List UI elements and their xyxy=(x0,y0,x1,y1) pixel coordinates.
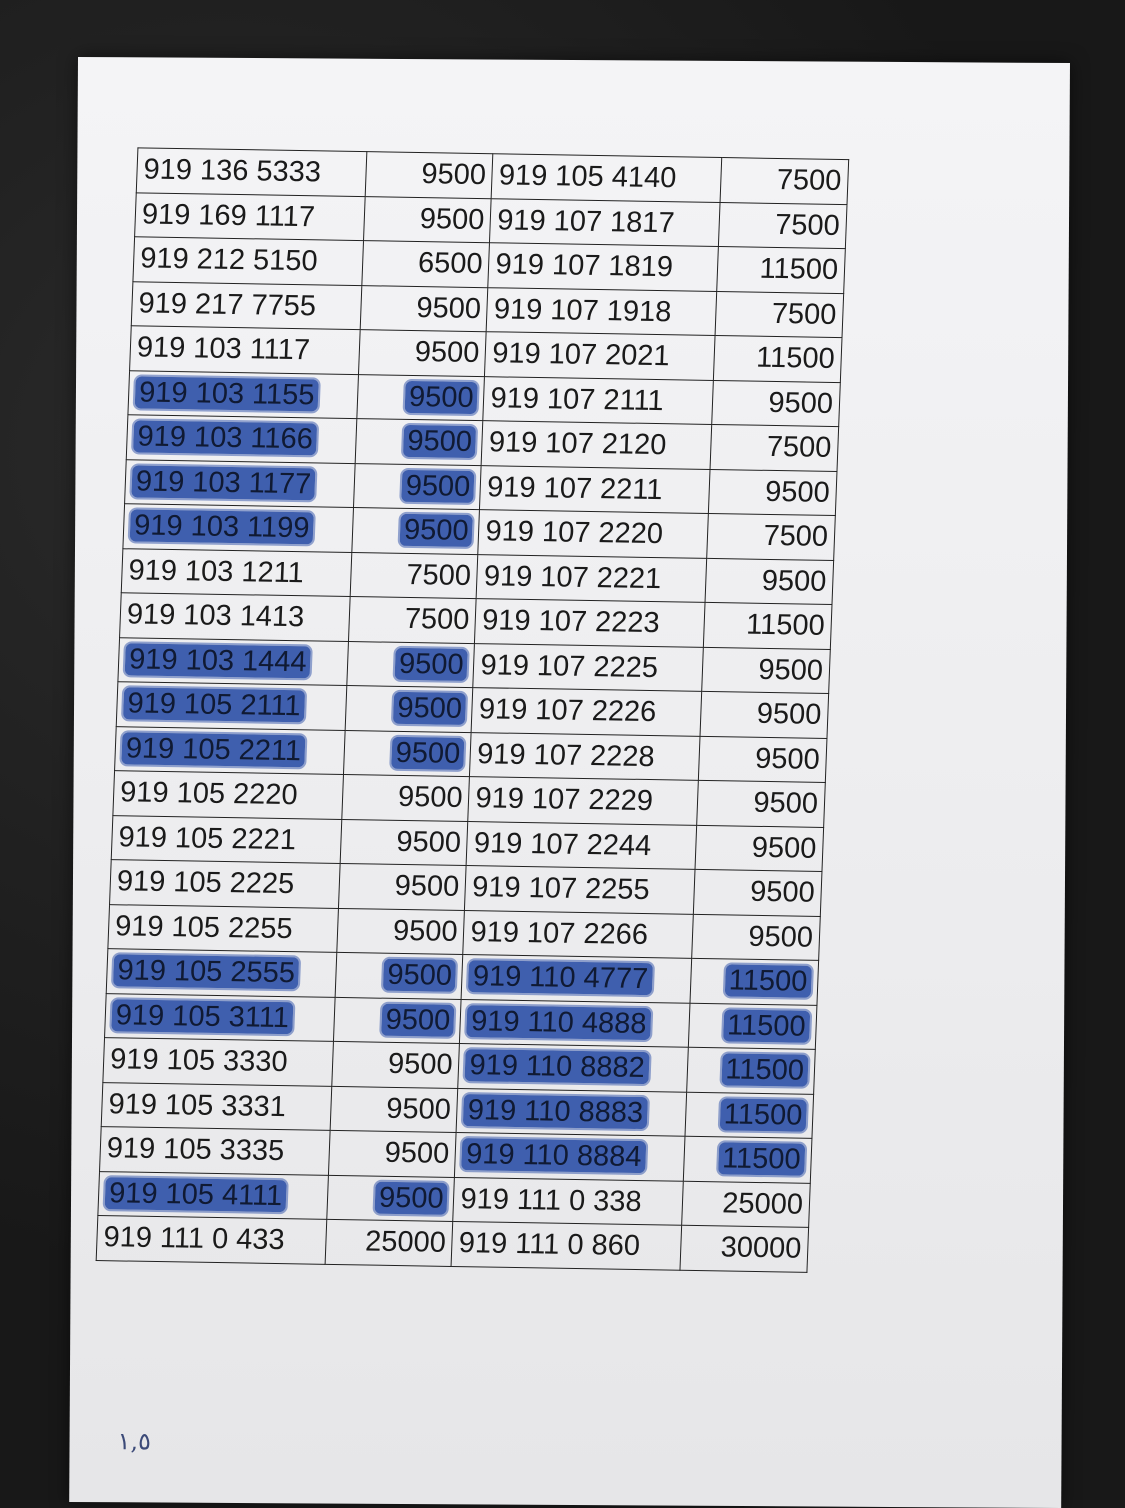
cell-value: 919 105 2255 xyxy=(114,909,294,945)
cell-value: 919 107 1918 xyxy=(493,293,672,328)
right-price-cell xyxy=(695,825,823,872)
cell-value: 7500 xyxy=(762,520,829,554)
price-table xyxy=(96,147,850,1272)
cell-value: 30000 xyxy=(720,1231,802,1265)
left-phone-number-cell xyxy=(98,1171,328,1219)
highlighted-value: 919 103 1155 xyxy=(135,376,319,411)
cell-value: 919 105 2225 xyxy=(116,865,295,901)
cell-value: 919 105 2221 xyxy=(117,821,297,856)
right-price-cell xyxy=(700,691,828,738)
right-price-cell xyxy=(712,380,840,427)
highlighted-value: 9500 xyxy=(403,425,477,458)
cell-value: 25000 xyxy=(364,1225,447,1260)
highlighted-value: 919 105 4111 xyxy=(105,1177,287,1212)
cell-value: 919 212 5150 xyxy=(139,242,319,278)
cell-value: 919 107 2111 xyxy=(490,382,665,417)
left-phone-number-cell xyxy=(133,237,363,285)
cell-value: 9500 xyxy=(751,831,817,865)
left-phone-number-cell xyxy=(110,860,340,908)
highlighted-value: 9500 xyxy=(405,381,479,414)
highlighted-value: 9500 xyxy=(391,737,465,770)
right-price-cell xyxy=(717,247,845,294)
cell-value: 919 107 2220 xyxy=(485,515,664,551)
right-price-cell xyxy=(720,158,848,205)
right-phone-number-cell xyxy=(460,999,690,1047)
cell-value: 9500 xyxy=(752,787,819,821)
cell-value: 9500 xyxy=(756,698,822,732)
right-phone-number-cell xyxy=(480,465,710,513)
left-phone-number-cell xyxy=(120,593,350,641)
right-price-cell xyxy=(697,780,825,827)
left-phone-number-cell xyxy=(125,459,355,507)
left-price-cell xyxy=(337,908,465,955)
highlighted-value: 11500 xyxy=(723,1009,811,1042)
right-phone-number-cell xyxy=(487,287,717,335)
left-phone-number-cell xyxy=(126,415,356,463)
right-phone-number-cell xyxy=(483,376,713,424)
cell-value: 9500 xyxy=(392,914,459,948)
cell-value: 9500 xyxy=(419,202,485,236)
cell-value: 919 103 1413 xyxy=(126,598,305,634)
cell-value: 919 105 2220 xyxy=(119,776,299,812)
right-phone-number-cell xyxy=(452,1221,682,1269)
highlighted-value: 11500 xyxy=(718,1143,806,1176)
left-price-cell xyxy=(343,730,471,777)
left-price-cell xyxy=(353,463,481,510)
right-phone-number-cell xyxy=(465,866,695,914)
cell-value: 919 107 2229 xyxy=(474,782,654,818)
right-phone-number-cell xyxy=(473,643,703,691)
right-phone-number-cell xyxy=(455,1132,685,1180)
highlighted-value: 919 103 1199 xyxy=(130,510,314,545)
cell-value: 25000 xyxy=(721,1187,804,1221)
left-price-cell xyxy=(350,552,478,599)
left-price-cell xyxy=(362,241,490,288)
left-phone-number-cell xyxy=(131,281,361,329)
right-price-cell xyxy=(694,869,822,916)
cell-value: 919 107 2223 xyxy=(481,604,661,640)
highlighted-value: 9500 xyxy=(374,1181,448,1214)
right-price-cell xyxy=(719,202,847,249)
cell-value: 9500 xyxy=(761,564,827,598)
cell-value: 919 107 1819 xyxy=(495,248,674,284)
highlighted-value: 919 110 8883 xyxy=(463,1094,647,1129)
right-price-cell xyxy=(685,1092,813,1139)
left-phone-number-cell xyxy=(123,504,353,552)
left-price-cell xyxy=(358,330,486,377)
cell-value: 9500 xyxy=(767,386,834,420)
left-phone-number-cell xyxy=(130,326,360,374)
cell-value: 7500 xyxy=(771,297,837,331)
right-phone-number-cell xyxy=(472,688,702,736)
right-phone-number-cell xyxy=(485,332,715,380)
left-phone-number-cell xyxy=(100,1127,330,1175)
right-phone-number-cell xyxy=(467,821,697,869)
highlighted-value: 11500 xyxy=(724,965,812,998)
cell-value: 9500 xyxy=(394,870,460,904)
left-price-cell xyxy=(333,997,461,1044)
left-price-cell xyxy=(347,641,475,688)
highlighted-value: 919 103 1166 xyxy=(133,421,317,456)
cell-value: 919 105 3330 xyxy=(109,1043,289,1079)
left-price-cell xyxy=(335,952,463,999)
left-price-cell xyxy=(348,597,476,644)
highlighted-value: 919 110 4777 xyxy=(468,960,652,995)
cell-value: 919 217 7755 xyxy=(138,287,317,323)
right-phone-number-cell xyxy=(488,243,718,291)
cell-value: 6500 xyxy=(417,247,484,281)
right-phone-number-cell xyxy=(453,1177,683,1225)
left-price-cell xyxy=(330,1086,458,1133)
cell-value: 919 107 2021 xyxy=(491,337,671,373)
cell-value: 11500 xyxy=(755,341,836,376)
cell-value: 919 136 5333 xyxy=(143,153,322,189)
left-phone-number-cell xyxy=(101,1082,331,1130)
cell-value: 9500 xyxy=(397,781,464,815)
left-price-cell xyxy=(357,374,485,421)
cell-value: 919 105 3331 xyxy=(107,1087,287,1123)
cell-value: 919 107 2244 xyxy=(473,826,652,862)
right-phone-number-cell xyxy=(470,732,700,780)
cell-value: 9500 xyxy=(764,475,831,509)
cell-value: 7500 xyxy=(774,208,841,242)
highlighted-value: 11500 xyxy=(721,1054,809,1087)
cell-value: 9500 xyxy=(414,336,480,370)
left-price-cell xyxy=(327,1175,455,1222)
cell-value: 919 111 0 860 xyxy=(458,1227,641,1263)
left-price-cell xyxy=(360,285,488,332)
cell-value: 919 107 2221 xyxy=(483,559,662,595)
left-price-cell xyxy=(332,1041,460,1088)
cell-value: 919 107 2211 xyxy=(486,471,664,506)
cell-value: 9500 xyxy=(757,653,824,687)
cell-value: 919 105 3335 xyxy=(106,1132,285,1168)
cell-value: 919 107 2266 xyxy=(469,915,649,951)
right-price-cell xyxy=(704,602,832,649)
highlighted-value: 9500 xyxy=(393,692,467,725)
left-price-cell xyxy=(352,508,480,555)
right-price-cell xyxy=(682,1181,810,1228)
left-price-cell xyxy=(355,419,483,466)
right-price-cell xyxy=(690,958,818,1005)
right-price-cell xyxy=(680,1225,808,1272)
right-phone-number-cell xyxy=(475,599,705,647)
left-price-cell xyxy=(338,863,466,910)
right-phone-number-cell xyxy=(478,510,708,558)
cell-value: 919 107 2225 xyxy=(479,648,659,684)
right-price-cell xyxy=(702,647,830,694)
right-price-cell xyxy=(705,558,833,605)
cell-value: 9500 xyxy=(384,1137,450,1171)
cell-value: 7500 xyxy=(404,603,470,637)
cell-value: 11500 xyxy=(745,608,826,643)
cell-value: 9500 xyxy=(754,742,821,776)
right-price-cell xyxy=(689,1003,817,1050)
cell-value: 919 169 1117 xyxy=(141,198,316,234)
right-phone-number-cell xyxy=(477,554,707,602)
right-phone-number-cell xyxy=(482,421,712,469)
left-price-cell xyxy=(325,1219,453,1266)
highlighted-value: 919 105 2555 xyxy=(113,954,300,989)
right-price-cell xyxy=(709,469,837,516)
right-price-cell xyxy=(715,291,843,338)
right-phone-number-cell xyxy=(463,910,693,958)
highlighted-value: 919 103 1177 xyxy=(131,465,315,500)
highlighted-value: 9500 xyxy=(383,959,457,992)
handwritten-note: ١,٥ xyxy=(117,1427,152,1456)
cell-value: 919 111 0 433 xyxy=(102,1221,286,1257)
highlighted-value: 919 105 2211 xyxy=(121,732,305,767)
left-phone-number-cell xyxy=(118,637,348,685)
paper-sheet xyxy=(69,57,1070,1508)
cell-value: 919 103 1211 xyxy=(127,554,305,589)
highlighted-value: 919 110 8884 xyxy=(462,1138,646,1173)
cell-value: 919 107 2226 xyxy=(478,693,657,729)
left-phone-number-cell xyxy=(111,815,341,863)
cell-value: 9500 xyxy=(387,1048,454,1082)
cell-value: 7500 xyxy=(405,558,472,592)
cell-value: 9500 xyxy=(385,1092,452,1126)
cell-value: 9500 xyxy=(749,876,816,910)
right-phone-number-cell xyxy=(457,1088,687,1136)
cell-value: 9500 xyxy=(420,158,487,192)
cell-value: 7500 xyxy=(776,164,842,198)
right-phone-number-cell xyxy=(462,955,692,1003)
highlighted-value: 919 103 1444 xyxy=(125,643,312,678)
cell-value: 9500 xyxy=(747,920,814,954)
cell-value: 919 103 1117 xyxy=(136,331,311,367)
right-price-cell xyxy=(710,424,838,471)
cell-value: 919 107 2120 xyxy=(488,426,667,462)
cell-value: 919 107 2255 xyxy=(471,871,651,907)
right-price-cell xyxy=(692,914,820,961)
highlighted-value: 11500 xyxy=(719,1098,807,1131)
left-phone-number-cell xyxy=(103,1038,333,1086)
right-phone-number-cell xyxy=(458,1044,688,1092)
left-price-cell xyxy=(342,774,470,821)
left-phone-number-cell xyxy=(135,192,365,240)
cell-value: 7500 xyxy=(766,431,832,465)
cell-value: 919 105 4140 xyxy=(498,159,677,195)
highlighted-value: 9500 xyxy=(395,648,469,681)
left-phone-number-cell xyxy=(105,993,335,1041)
price-table-body xyxy=(96,148,848,1272)
cell-value: 11500 xyxy=(758,252,839,287)
highlighted-value: 9500 xyxy=(381,1003,455,1036)
right-phone-number-cell xyxy=(468,777,698,825)
left-price-cell xyxy=(340,819,468,866)
cell-value: 9500 xyxy=(415,291,482,325)
left-price-cell xyxy=(328,1130,456,1177)
right-phone-number-cell xyxy=(490,198,720,246)
left-phone-number-cell xyxy=(128,370,358,418)
cell-value: 919 107 2228 xyxy=(476,737,656,773)
left-phone-number-cell xyxy=(115,726,345,774)
left-phone-number-cell xyxy=(113,771,343,819)
cell-value: 919 107 1817 xyxy=(496,204,676,240)
left-phone-number-cell xyxy=(121,548,351,596)
left-phone-number-cell xyxy=(136,148,366,196)
left-phone-number-cell xyxy=(106,949,336,997)
highlighted-value: 919 110 4888 xyxy=(467,1005,651,1040)
right-price-cell xyxy=(687,1047,815,1094)
cell-value: 919 111 0 338 xyxy=(459,1182,643,1218)
highlighted-value: 9500 xyxy=(400,514,474,547)
right-phone-number-cell xyxy=(492,154,722,202)
right-price-cell xyxy=(714,335,842,382)
highlighted-value: 919 105 2111 xyxy=(123,688,305,723)
left-phone-number-cell xyxy=(108,904,338,952)
left-price-cell xyxy=(363,196,491,243)
highlighted-value: 9500 xyxy=(401,470,475,503)
right-price-cell xyxy=(684,1136,812,1183)
right-price-cell xyxy=(707,513,835,560)
cell-value: 9500 xyxy=(395,825,462,859)
left-phone-number-cell xyxy=(116,682,346,730)
left-price-cell xyxy=(345,685,473,732)
right-price-cell xyxy=(699,736,827,783)
left-phone-number-cell xyxy=(96,1216,326,1264)
highlighted-value: 919 110 8882 xyxy=(465,1049,649,1084)
left-price-cell xyxy=(365,152,493,199)
highlighted-value: 919 105 3111 xyxy=(111,999,293,1034)
